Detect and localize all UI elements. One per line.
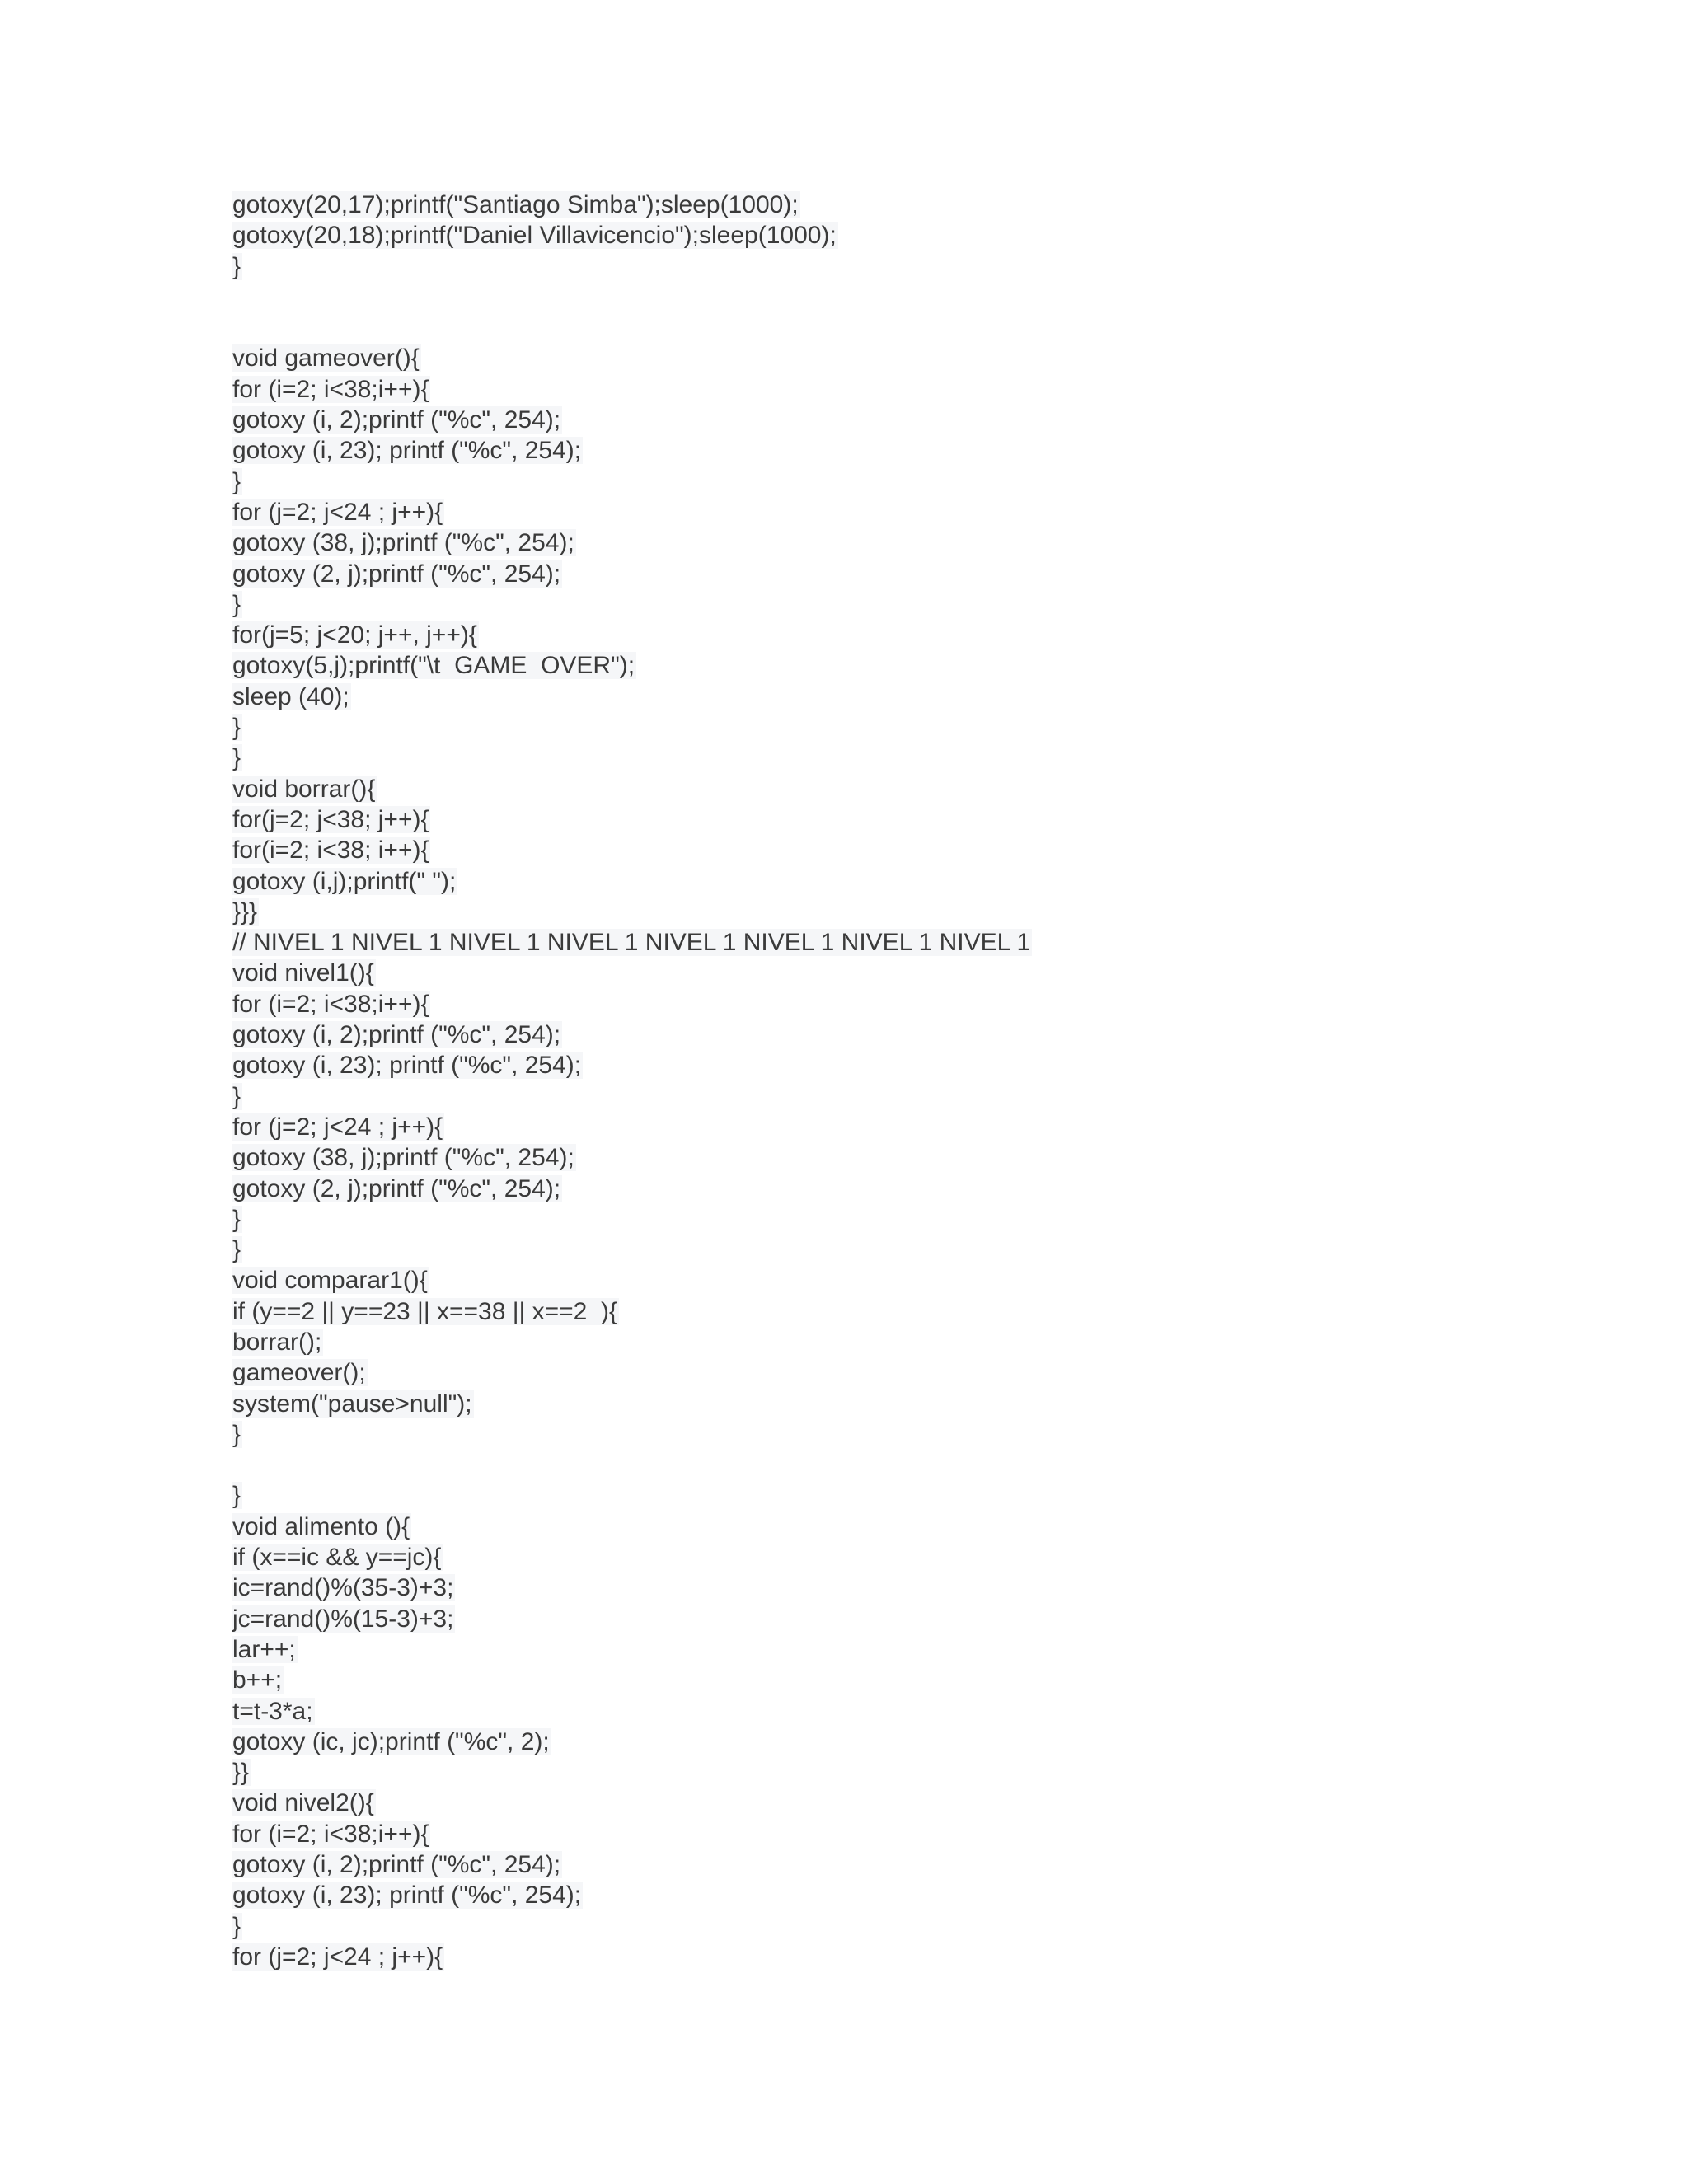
code-line-text: for (j=2; j<24 ; j++){ — [232, 1113, 443, 1141]
code-line — [232, 1050, 1469, 1080]
code-line-text: for (j=2; j<24 ; j++){ — [232, 1943, 443, 1971]
code-line — [232, 282, 1469, 312]
code-line-text: gotoxy (2, j);printf ("%c", 254); — [232, 1174, 561, 1202]
code-line — [232, 1174, 1469, 1204]
code-line-text: } — [232, 1420, 241, 1448]
code-line-text: gotoxy (i, 23); printf ("%c", 254); — [232, 437, 582, 465]
code-line-text: } — [232, 1482, 241, 1510]
code-line — [232, 435, 1469, 466]
code-line — [232, 927, 1469, 958]
code-line-text: // NIVEL 1 NIVEL 1 NIVEL 1 NIVEL 1 NIVEL 1 NIVEL 1 NIVEL 1 NIVEL 1 — [232, 929, 1031, 957]
code-line-text: gotoxy(5,j);printf("\t GAME OVER"); — [232, 652, 635, 680]
code-line — [232, 989, 1469, 1019]
code-line-text: } — [232, 744, 241, 772]
code-line-text: } — [232, 1236, 241, 1264]
code-line — [232, 1880, 1469, 1910]
code-line-text: if (y==2 || y==23 || x==38 || x==2 ){ — [232, 1297, 618, 1325]
code-line-text: } — [232, 1205, 241, 1233]
code-line — [232, 682, 1469, 712]
code-line-text: ic=rand()%(35-3)+3; — [232, 1574, 454, 1602]
code-line — [232, 774, 1469, 804]
code-line — [232, 1604, 1469, 1634]
code-line-text: gotoxy (i,j);printf(" "); — [232, 867, 457, 895]
code-line-text: } — [232, 252, 241, 280]
code-line-text: } — [232, 590, 241, 618]
code-line-text: for (j=2; j<24 ; j++){ — [232, 498, 443, 526]
code-line-text: if (x==ic && y==jc){ — [232, 1544, 442, 1572]
code-line — [232, 251, 1469, 282]
code-line-text: sleep (40); — [232, 682, 349, 710]
code-line — [232, 712, 1469, 743]
code-line — [232, 1357, 1469, 1388]
code-line-text — [232, 1451, 234, 1479]
code-line — [232, 589, 1469, 620]
code-line-text — [232, 314, 234, 341]
code-line — [232, 804, 1469, 835]
code-line-text: gameover(); — [232, 1359, 366, 1387]
code-line — [232, 1450, 1469, 1480]
code-line — [232, 1942, 1469, 1972]
code-line-text: }}} — [232, 898, 258, 926]
code-line-text: gotoxy (i, 2);printf ("%c", 254); — [232, 406, 561, 434]
code-line — [232, 1511, 1469, 1542]
code-line-text: gotoxy (i, 2);printf ("%c", 254); — [232, 1021, 561, 1049]
code-line — [232, 1112, 1469, 1142]
code-line — [232, 958, 1469, 988]
code-line-text: jc=rand()%(15-3)+3; — [232, 1605, 454, 1633]
code-line — [232, 835, 1469, 865]
code-line — [232, 743, 1469, 773]
code-line — [232, 1665, 1469, 1695]
code-line — [232, 1542, 1469, 1572]
code-line — [232, 1296, 1469, 1327]
code-line-text: void nivel1(){ — [232, 959, 374, 987]
code-line-text: void borrar(){ — [232, 775, 376, 803]
code-line — [232, 1819, 1469, 1849]
code-line-text: } — [232, 1912, 241, 1940]
code-line — [232, 190, 1469, 220]
code-line-text: gotoxy (i, 23); printf ("%c", 254); — [232, 1882, 582, 1910]
code-line — [232, 1849, 1469, 1880]
code-line — [232, 1634, 1469, 1665]
code-line — [232, 1389, 1469, 1419]
code-line-text: } — [232, 714, 241, 742]
code-line — [232, 1204, 1469, 1235]
code-line — [232, 312, 1469, 343]
code-line-text: }} — [232, 1759, 250, 1787]
code-line — [232, 1727, 1469, 1757]
code-line-text: gotoxy (ic, jc);printf ("%c", 2); — [232, 1727, 550, 1755]
code-line — [232, 1480, 1469, 1511]
code-line-text: gotoxy (2, j);printf ("%c", 254); — [232, 560, 561, 588]
code-line-text: gotoxy (38, j);printf ("%c", 254); — [232, 529, 574, 557]
code-line-text: void gameover(){ — [232, 344, 420, 373]
code-line-text: b++; — [232, 1666, 283, 1694]
code-line — [232, 1081, 1469, 1112]
code-line-text: gotoxy (i, 23); printf ("%c", 254); — [232, 1052, 582, 1080]
code-line — [232, 1327, 1469, 1357]
code-line-text: system("pause>null"); — [232, 1390, 472, 1418]
code-line-text: } — [232, 467, 241, 495]
code-line — [232, 1911, 1469, 1942]
code-line-text: } — [232, 1082, 241, 1110]
code-line-text: gotoxy (i, 2);printf ("%c", 254); — [232, 1851, 561, 1879]
code-line-text: lar++; — [232, 1635, 296, 1663]
code-line — [232, 1142, 1469, 1173]
code-line — [232, 374, 1469, 405]
code-line — [232, 527, 1469, 558]
code-line-text: void comparar1(){ — [232, 1267, 428, 1295]
code-line-text: for (i=2; i<38;i++){ — [232, 990, 429, 1018]
code-line-text: gotoxy(20,18);printf("Daniel Villavicencio");sleep(1000); — [232, 222, 837, 250]
code-line-text: for(j=5; j<20; j++, j++){ — [232, 621, 477, 649]
code-line-text: for(j=2; j<38; j++){ — [232, 805, 429, 833]
code-line — [232, 1235, 1469, 1265]
code-line — [232, 1757, 1469, 1788]
code-line — [232, 466, 1469, 497]
code-line — [232, 1019, 1469, 1050]
code-listing — [232, 190, 1469, 1972]
code-line — [232, 405, 1469, 435]
code-line — [232, 866, 1469, 897]
code-line-text: for (i=2; i<38;i++){ — [232, 1820, 429, 1848]
code-line-text: gotoxy (38, j);printf ("%c", 254); — [232, 1144, 574, 1172]
code-line — [232, 1419, 1469, 1450]
code-line-text: void nivel2(){ — [232, 1789, 374, 1817]
code-line-text: for(i=2; i<38; i++){ — [232, 837, 429, 865]
code-line — [232, 1696, 1469, 1727]
code-line-text: t=t-3*a; — [232, 1697, 313, 1725]
code-line — [232, 620, 1469, 650]
code-line — [232, 559, 1469, 589]
code-line — [232, 497, 1469, 527]
code-line — [232, 1572, 1469, 1603]
code-line — [232, 897, 1469, 927]
code-line-text: borrar(); — [232, 1328, 322, 1356]
code-line — [232, 343, 1469, 373]
code-line-text: for (i=2; i<38;i++){ — [232, 375, 429, 403]
code-line — [232, 1265, 1469, 1296]
code-line-text: void alimento (){ — [232, 1512, 410, 1540]
code-line — [232, 220, 1469, 251]
code-line — [232, 650, 1469, 681]
code-line-text: gotoxy(20,17);printf("Santiago Simba");sleep(1000); — [232, 191, 799, 218]
code-line — [232, 1788, 1469, 1818]
code-line-text — [232, 284, 234, 311]
